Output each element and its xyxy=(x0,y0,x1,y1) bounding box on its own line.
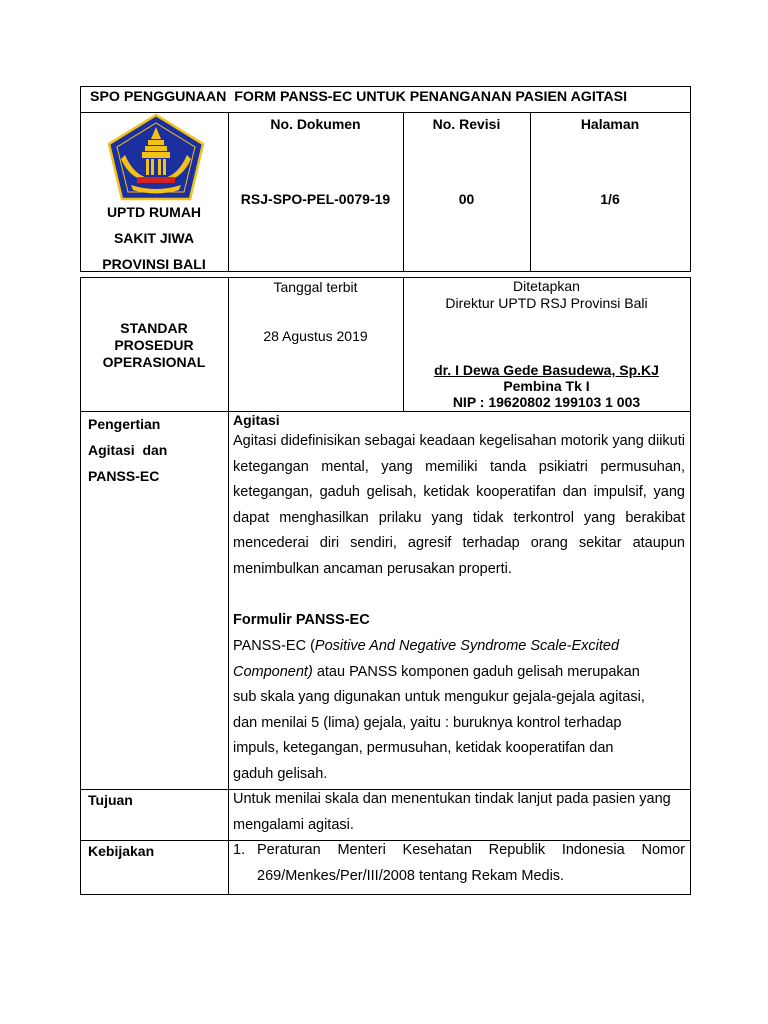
ditetapkan-label: Ditetapkan xyxy=(513,278,580,294)
table2-bottom-border xyxy=(80,894,691,895)
tanggal-terbit-label: Tanggal terbit xyxy=(273,279,358,295)
halaman-label: Halaman xyxy=(580,116,640,132)
pengertian-label-line-1: Pengertian xyxy=(88,416,161,432)
signer-name: dr. I Dewa Gede Basudewa, Sp.KJ xyxy=(434,362,659,378)
no-revisi-label: No. Revisi xyxy=(432,116,501,132)
pengertian-label-line-2: Agitasi dan xyxy=(88,442,168,458)
no-dokumen-label: No. Dokumen xyxy=(270,116,361,132)
kebijakan-label: Kebijakan xyxy=(88,843,155,859)
institution-name xyxy=(80,199,228,277)
formulir-prefix: PANSS-EC ( xyxy=(233,638,315,654)
tanggal-terbit-value: 28 Agustus 2019 xyxy=(263,328,368,344)
kebijakan-item-1 xyxy=(233,838,685,889)
halaman-value: 1/6 xyxy=(600,191,620,207)
kebijakan-item-1-line-2: 269/Menkes/Per/III/2008 tentang Rekam Medis. xyxy=(257,867,565,884)
spo-title xyxy=(80,320,228,371)
formulir-italic: Positive And Negative Syndrome Scale-Excited Component) xyxy=(233,638,620,680)
no-dokumen-value: RSJ-SPO-PEL-0079-19 xyxy=(240,191,391,207)
institution-line-2: SAKIT JIWA xyxy=(113,230,195,246)
formulir-definition xyxy=(233,634,653,788)
pengertian-label xyxy=(88,411,224,489)
bali-province-emblem-icon xyxy=(103,113,209,201)
formulir-rest: atau PANSS komponen gaduh gelisah merupakan sub skala yang digunakan untuk mengukur gejala-gejala agitasi, dan menilai 5 (lima) gejala, yaitu : buruknya kontrol terhadap impuls, ketegangan, permusuhan, ketidak kooperatifan dan gaduh gelisah. xyxy=(233,663,645,782)
tujuan-text: Untuk menilai skala dan menentukan tindak lanjut pada pasien yang mengalami agitasi. xyxy=(233,791,671,833)
tujuan-label: Tujuan xyxy=(88,792,133,808)
kebijakan-item-1-num: 1. xyxy=(233,842,246,858)
pengertian-label-line-3: PANSS-EC xyxy=(88,468,160,484)
signer-nip: NIP : 19620802 199103 1 003 xyxy=(452,394,641,410)
table1-right-border xyxy=(690,86,691,272)
agitasi-heading: Agitasi xyxy=(233,412,280,428)
no-revisi-value: 00 xyxy=(458,191,475,207)
agitasi-definition: Agitasi didefinisikan sebagai keadaan kegelisahan motorik yang diikuti ketegangan mental, yang memiliki tanda psikiatri permusuhan, ketegangan, gaduh gelisah, ketidak kooperatifan dan impulsif, yang dapat menghasilkan prilaku yang tidak terkontrol yang berakibat mencederai diri sendiri, agresif terhadap orang sekitar ataupun menimbulkan ancaman perusakan properti. xyxy=(233,433,685,577)
institution-line-1: UPTD RUMAH xyxy=(106,204,202,220)
signer-rank: Pembina Tk I xyxy=(503,378,590,394)
table2-label-col-divider xyxy=(228,277,229,895)
table2-right-border xyxy=(690,277,691,895)
spo-title-line-1: STANDAR xyxy=(120,320,188,336)
formulir-heading: Formulir PANSS-EC xyxy=(233,612,370,628)
ditetapkan-by: Direktur UPTD RSJ Provinsi Bali xyxy=(445,295,648,311)
table1-top-border xyxy=(80,86,691,87)
spo-title-line-2: PROSEDUR xyxy=(114,337,194,353)
document-title: SPO PENGGUNAAN FORM PANSS-EC UNTUK PENANGANAN PASIEN AGITASI xyxy=(90,89,628,105)
spo-title-line-3: OPERASIONAL xyxy=(102,354,206,370)
kebijakan-item-1-line-1 xyxy=(233,838,685,864)
kebijakan-item-1-text: Peraturan Menteri Kesehatan Republik Indonesia Nomor xyxy=(257,842,685,858)
institution-line-3: PROVINSI BALI xyxy=(102,256,206,272)
